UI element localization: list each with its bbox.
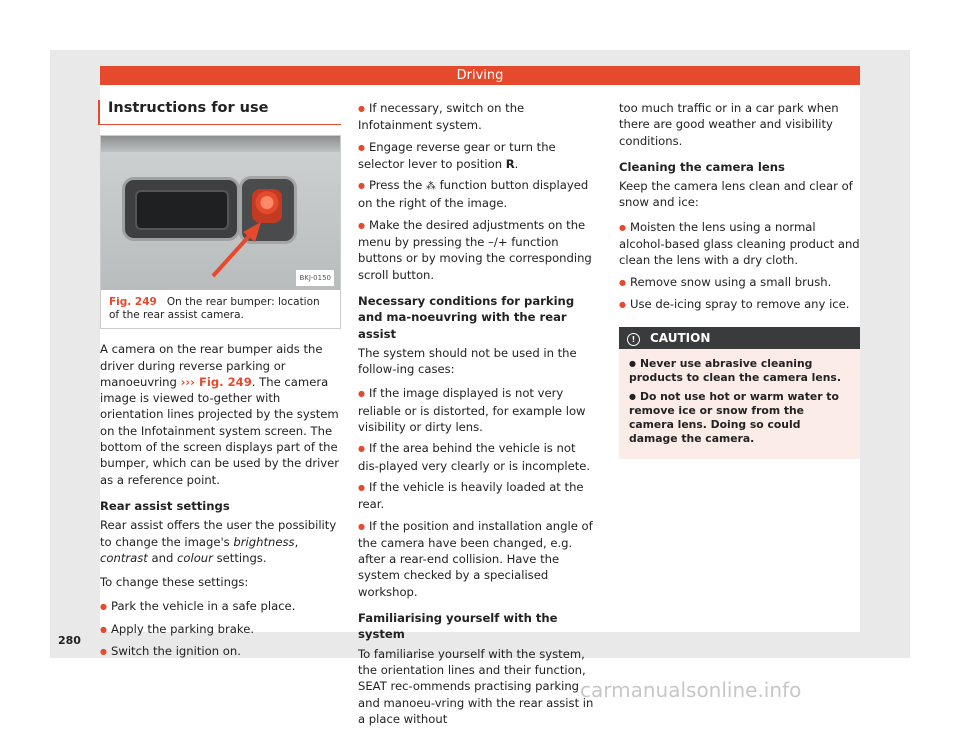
change-intro: To change these settings:	[100, 575, 249, 590]
figure-link[interactable]: ››› Fig. 249	[180, 374, 252, 389]
list-item: ● Remove snow using a small brush.	[619, 274, 860, 291]
continued-text: too much traffic or in a car park when there are good weather and visibility conditions.	[619, 101, 839, 148]
intro-text-cont: . The camera image is viewed to-gether with orientation lines projected by the system on the Infotainment system screen. The bottom of the screen displays part of the bumper, which can be used by the driver as a reference point.	[100, 374, 340, 487]
caution-item: ● Do not use hot or warm water to remove ice or snow from the camera lens. Doing so could damage the camera.	[629, 390, 850, 446]
list-item: ● If the position and installation angle of the camera have been changed, e.g. after a rear-end collision. Have the system checked by a specialised workshop.	[358, 518, 599, 600]
list-item: ● Park the vehicle in a safe place.	[100, 598, 341, 615]
column-1	[100, 100, 341, 665]
pointer-arrow-icon	[101, 136, 340, 290]
settings-heading: Rear assist settings	[100, 498, 230, 513]
cleaning-intro: Keep the camera lens clean and clear of snow and ice:	[619, 179, 853, 210]
conditions-heading: Necessary conditions for parking and ma-noeuvring with the rear assist	[358, 293, 575, 341]
settings-function-icon: ⁂	[425, 181, 436, 193]
settings-end: settings.	[212, 550, 267, 565]
familiar-heading: Familiarising yourself with the system	[358, 611, 558, 642]
list-item: ● Use de-icing spray to remove any ice.	[619, 296, 860, 313]
bullet-text: Press the	[368, 178, 426, 193]
settings-and: and	[147, 550, 178, 565]
list-item: ● If necessary, switch on the Infotainment system.	[358, 100, 599, 134]
bullet-end: .	[514, 156, 519, 171]
cleaning-heading: Cleaning the camera lens	[619, 159, 785, 174]
figure-249	[100, 135, 341, 329]
settings-paragraph	[100, 517, 341, 566]
warning-icon: !	[627, 333, 640, 346]
conditions-intro: The system should not be used in the follow-ing cases:	[358, 345, 577, 377]
caution-title: CAUTION	[650, 331, 711, 346]
intro-paragraph	[100, 341, 341, 488]
familiar-text: To familiarise yourself with the system, the orientation lines and their function, SEAT rec-ommends practising parking and manoeu-vring with the rear assist in a place without	[358, 646, 594, 726]
chapter-header: Driving	[100, 66, 860, 85]
rear-bumper-camera-image	[101, 136, 340, 290]
settings-text: Rear assist offers the user the possibility to change the image's	[100, 518, 337, 549]
caution-header	[619, 327, 860, 349]
brightness-term: brightness	[233, 534, 295, 549]
column-2	[358, 100, 599, 735]
list-item: ● If the area behind the vehicle is not dis-played very clearly or is incomplete.	[358, 440, 599, 474]
intro-text: A camera on the rear bumper aids the driver during reverse parking or manoeuvring	[100, 342, 323, 389]
column-3	[619, 100, 860, 459]
list-item	[358, 139, 599, 173]
list-item: ● Switch the ignition on.	[100, 643, 341, 660]
list-item	[358, 177, 599, 212]
section-title: Instructions for use	[98, 100, 341, 125]
list-item: ● If the vehicle is heavily loaded at the rear.	[358, 479, 599, 513]
list-item: ● If the image displayed is not very reliable or is distorted, for example low visibility or dirty lens.	[358, 385, 599, 435]
settings-sep: ,	[294, 534, 299, 549]
bullet-text: Engage reverse gear or turn the selector lever to position	[358, 139, 556, 171]
page-number: 280	[58, 634, 81, 647]
caution-item: ● Never use abrasive cleaning products to clean the camera lens.	[629, 357, 850, 385]
watermark: carmanualsonline.info	[580, 678, 802, 702]
figure-caption-text: On the rear bumper: location of the rear assist camera.	[109, 296, 320, 322]
contrast-term: contrast	[100, 550, 148, 565]
caution-body	[619, 349, 860, 459]
caution-box	[619, 327, 860, 459]
figure-caption	[101, 290, 340, 328]
gear-position: R	[505, 156, 515, 171]
colour-term: colour	[177, 550, 213, 565]
list-item: ● Make the desired adjustments on the menu by pressing the –/+ function buttons or by moving the corresponding scroll button.	[358, 217, 599, 283]
list-item: ● Apply the parking brake.	[100, 621, 341, 638]
list-item: ● Moisten the lens using a normal alcohol-based glass cleaning product and clean the lens with a dry cloth.	[619, 219, 860, 269]
figure-code: BKJ-0150	[296, 270, 334, 286]
bullet-text-cont: function button displayed on the right of the image.	[358, 178, 589, 211]
figure-label: Fig. 249	[109, 296, 157, 309]
